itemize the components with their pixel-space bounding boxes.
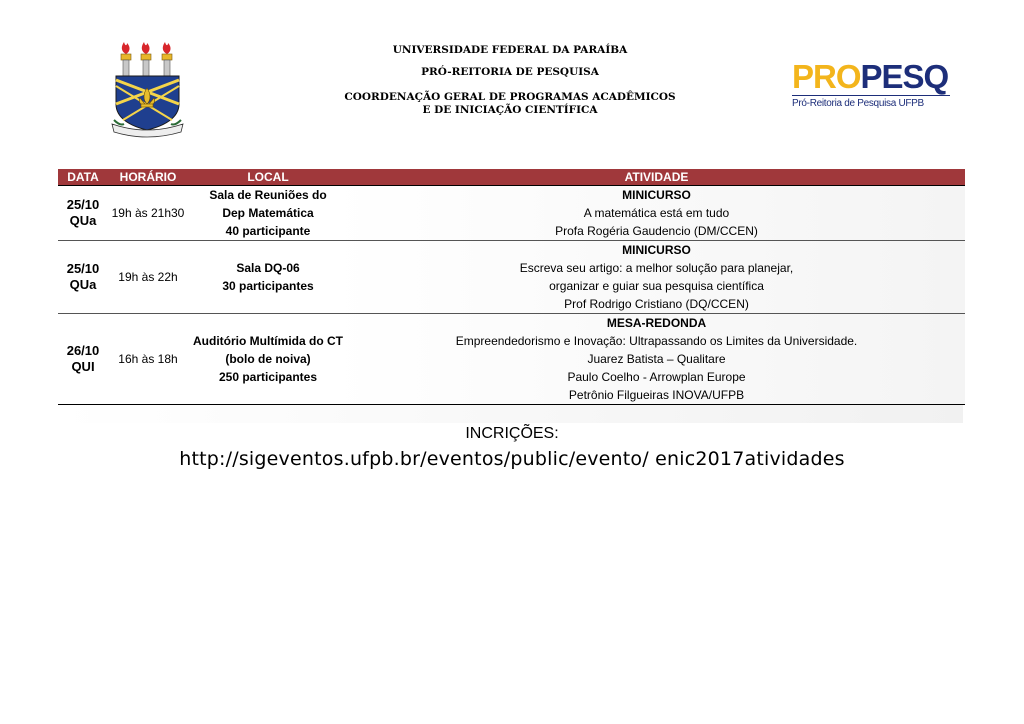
col-header-time: HORÁRIO bbox=[108, 169, 188, 186]
local-line: Sala de Reuniões do bbox=[209, 188, 327, 202]
local-line: 30 participantes bbox=[222, 279, 314, 293]
coordination-line-2: E DE INICIAÇÃO CIENTÍFICA bbox=[422, 104, 598, 116]
col-header-activity: ATIVIDADE bbox=[348, 169, 965, 186]
time-cell: 19h às 21h30 bbox=[108, 186, 188, 241]
activity-line: Escreva seu artigo: a melhor solução para planejar, bbox=[519, 261, 794, 275]
table-row bbox=[58, 241, 965, 314]
table-row bbox=[58, 314, 965, 405]
col-header-date: DATA bbox=[58, 169, 108, 186]
activity-type: MESA-REDONDA bbox=[606, 316, 707, 330]
activity-cell bbox=[348, 241, 965, 314]
activity-line: Empreendedorismo e Inovação: Ultrapassando os Limites da Universidade. bbox=[455, 334, 858, 348]
local-line: Dep Matemática bbox=[222, 206, 314, 220]
local-line: (bolo de noiva) bbox=[225, 352, 311, 366]
table-row bbox=[58, 186, 965, 241]
local-line: Sala DQ-06 bbox=[236, 261, 300, 275]
activity-cell bbox=[348, 314, 965, 405]
propesq-pro: PRO bbox=[792, 58, 861, 95]
propesq-subtitle: Pró-Reitoria de Pesquisa UFPB bbox=[792, 95, 950, 109]
registration-link[interactable]: http://sigeventos.ufpb.br/eventos/public/evento/ enic2017atividades bbox=[179, 448, 845, 470]
activity-line: organizar e guiar sua pesquisa científica bbox=[549, 279, 764, 293]
time-cell: 19h às 22h bbox=[108, 241, 188, 314]
pro-rectorate-name: PRÓ-REITORIA DE PESQUISA bbox=[421, 66, 599, 78]
time-cell: 16h às 18h bbox=[108, 314, 188, 405]
local-line: Auditório Multímida do CT bbox=[193, 334, 343, 348]
weekday: QUa bbox=[69, 277, 97, 292]
activity-line: Petrônio Filgueiras INOVA/UFPB bbox=[568, 388, 745, 402]
date-cell bbox=[58, 186, 108, 241]
date-cell bbox=[58, 241, 108, 314]
activity-line: Profa Rogéria Gaudencio (DM/CCEN) bbox=[555, 224, 758, 238]
activity-type: MINICURSO bbox=[622, 188, 691, 202]
local-line: 40 participante bbox=[225, 224, 311, 238]
registration-title: INCRIÇÕES: bbox=[465, 425, 559, 442]
date: 25/10 bbox=[66, 261, 100, 276]
schedule-header-row bbox=[58, 169, 965, 186]
date-cell bbox=[58, 314, 108, 405]
weekday: QUa bbox=[69, 213, 97, 228]
propesq-logo bbox=[792, 58, 952, 122]
local-cell bbox=[188, 186, 348, 241]
activity-line: Paulo Coelho - Arrowplan Europe bbox=[567, 370, 746, 384]
university-name: UNIVERSIDADE FEDERAL DA PARAÍBA bbox=[392, 44, 628, 56]
document-header bbox=[0, 0, 1024, 160]
propesq-wordmark bbox=[792, 58, 952, 95]
local-cell bbox=[188, 314, 348, 405]
propesq-pesq: PESQ bbox=[860, 58, 949, 95]
activity-line: A matemática está em tudo bbox=[583, 206, 730, 220]
registration-band bbox=[58, 405, 963, 423]
local-line: 250 participantes bbox=[218, 370, 318, 384]
activity-cell bbox=[348, 186, 965, 241]
ufpb-coat-of-arms-icon bbox=[110, 40, 185, 138]
activity-type: MINICURSO bbox=[622, 243, 691, 257]
coordination-line-1: COORDENAÇÃO GERAL DE PROGRAMAS ACADÊMICOS bbox=[344, 91, 676, 103]
col-header-local: LOCAL bbox=[188, 169, 348, 186]
activity-line: Prof Rodrigo Cristiano (DQ/CCEN) bbox=[564, 297, 749, 311]
institution-heading bbox=[330, 44, 690, 117]
date: 26/10 bbox=[66, 343, 100, 358]
date: 25/10 bbox=[66, 197, 100, 212]
local-cell bbox=[188, 241, 348, 314]
schedule-table bbox=[58, 169, 965, 405]
activity-line: Juarez Batista – Qualitare bbox=[587, 352, 726, 366]
weekday: QUI bbox=[71, 359, 95, 374]
